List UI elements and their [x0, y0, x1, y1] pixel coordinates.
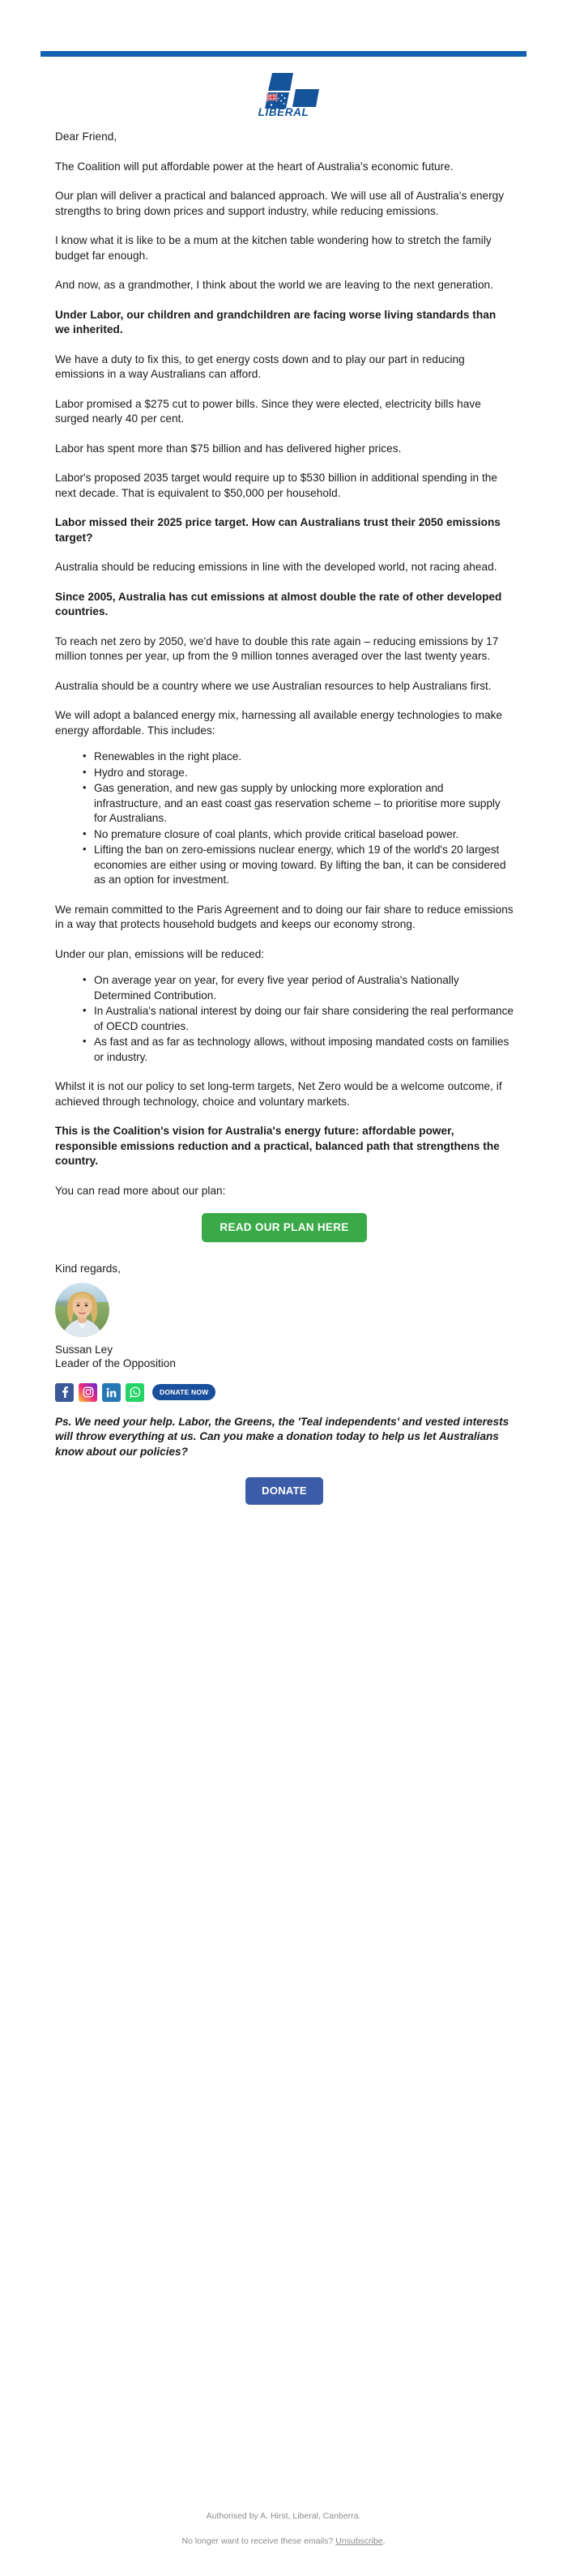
net-zero-paragraph: Whilst it is not our policy to set long-term targets, Net Zero would be a welcome outcome, if achieved through technology, choice and voluntary markets.: [55, 1080, 502, 1108]
linkedin-icon[interactable]: [102, 1383, 121, 1402]
unsubscribe-link[interactable]: Unsubscribe: [335, 2536, 383, 2546]
paragraph-4: And now, as a grandmother, I think about the world we are leaving to the next generation.: [55, 279, 493, 291]
paragraph-5-highlight: Under Labor, our children and grandchildren are facing worse living standards than we inherited.: [55, 308, 497, 335]
read-our-plan-button[interactable]: READ OUR PLAN HERE: [202, 1213, 366, 1242]
donate-now-pill-button[interactable]: DONATE NOW: [152, 1384, 215, 1400]
energy-mix-list: [55, 750, 514, 888]
postscript-text: Ps. We need your help. Labor, the Greens, the 'Teal independents' and vested interests will throw everything at us. Can you make a donation today to help us let Australians know about our policies?: [55, 1415, 509, 1458]
facebook-icon[interactable]: [55, 1383, 74, 1402]
signature-title: Leader of the Opposition: [55, 1356, 176, 1369]
paragraph-1: The Coalition will put affordable power at the heart of Australia's economic future.: [55, 160, 454, 173]
list-item: • No premature closure of coal plants, which provide critical baseload power.: [83, 827, 514, 843]
signoff-salutation: Kind regards,: [55, 1262, 121, 1275]
list-item: • Hydro and storage.: [83, 766, 514, 781]
paragraph-9: Labor's proposed 2035 target would require up to $530 billion in additional spending in the next decade. That is equivalent to $50,000 per household.: [55, 472, 497, 499]
sussan-ley-avatar: [55, 1283, 109, 1337]
unsubscribe-line: [0, 2535, 567, 2548]
instagram-icon[interactable]: [79, 1383, 97, 1402]
list-item: • In Australia's national interest by doing our fair share considering the real performance of OECD countries.: [83, 1004, 514, 1034]
reduction-list: [55, 973, 514, 1065]
paragraph-12-highlight: Since 2005, Australia has cut emissions at almost double the rate of other developed countries.: [55, 590, 502, 617]
paragraph-10-highlight: Labor missed their 2025 price target. How can Australians trust their 2050 emissions target?: [55, 516, 501, 544]
svg-text:LIBERAL: LIBERAL: [258, 106, 309, 117]
authorisation-statement: Authorised by A. Hirst, Liberal, Canberra.: [206, 2511, 361, 2521]
brand-logo-container: [0, 71, 567, 121]
energy-mix-intro: We will adopt a balanced energy mix, harnessing all available energy technologies to make energy affordable. This includes:: [55, 709, 503, 737]
donate-button[interactable]: DONATE: [245, 1477, 323, 1505]
read-more-lead: You can read more about our plan:: [55, 1184, 226, 1197]
paragraph-13: To reach net zero by 2050, we'd have to double this rate again – reducing emissions by 17 million tonnes per year, up from the 9 million tonnes averaged over the last twenty years.: [55, 634, 499, 662]
unsubscribe-prefix: No longer want to receive these emails?: [181, 2536, 336, 2546]
unsubscribe-suffix: .: [382, 2536, 386, 2546]
email-body: [55, 130, 514, 1524]
email-footer: [0, 2510, 567, 2561]
salutation: Dear Friend,: [55, 130, 117, 143]
paragraph-6: We have a duty to fix this, to get energy costs down and to play our part in reducing emissions in a way Australians can afford.: [55, 352, 465, 380]
paragraph-2: Our plan will deliver a practical and balanced approach. We will use all of Australia's energy strengths to bring down prices and support industry, while reducing emissions.: [55, 190, 505, 217]
signature-name: Sussan Ley: [55, 1343, 113, 1356]
read-plan-cta-row: [55, 1213, 514, 1242]
liberal-party-logo: [241, 71, 326, 121]
signature-block: [55, 1262, 514, 1370]
vision-paragraph-highlight: This is the Coalition's vision for Australia's energy future: affordable power, responsible emissions reduction and a practical, balanced path that strengthens the country.: [55, 1125, 500, 1167]
paragraph-14: Australia should be a country where we use Australian resources to help Australians first.: [55, 679, 492, 692]
whatsapp-icon[interactable]: [126, 1383, 144, 1402]
list-item: • Gas generation, and new gas supply by unlocking more exploration and infrastructure, and an east coast gas reservation scheme – to prioritise more supply for Australians.: [83, 781, 514, 827]
list-item: • Lifting the ban on zero-emissions nuclear energy, which 19 of the world's 20 largest economies are either using or moving toward. By lifting the ban, it can be considered as an option for investment.: [83, 843, 514, 888]
paragraph-3: I know what it is like to be a mum at the kitchen table wondering how to stretch the family budget far enough.: [55, 234, 492, 262]
social-links-row: [55, 1383, 514, 1402]
header-divider-rule: [40, 51, 526, 57]
paragraph-11: Australia should be reducing emissions in line with the developed world, not racing ahead.: [55, 561, 497, 573]
reduction-intro: Under our plan, emissions will be reduced:: [55, 947, 265, 960]
paragraph-8: Labor has spent more than $75 billion and has delivered higher prices.: [55, 442, 402, 455]
donate-cta-row: [55, 1477, 514, 1505]
list-item: • On average year on year, for every five year period of Australia's Nationally Determined Contribution.: [83, 973, 514, 1003]
paragraph-7: Labor promised a $275 cut to power bills. Since they were elected, electricity bills have surged nearly 40 per cent.: [55, 397, 481, 425]
paris-agreement-paragraph: We remain committed to the Paris Agreement and to doing our fair share to reduce emissions in a way that protects household budgets and keeps our economy strong.: [55, 903, 514, 930]
list-item: • As fast and as far as technology allows, without imposing mandated costs on families or industry.: [83, 1035, 514, 1065]
list-item: • Renewables in the right place.: [83, 750, 514, 765]
